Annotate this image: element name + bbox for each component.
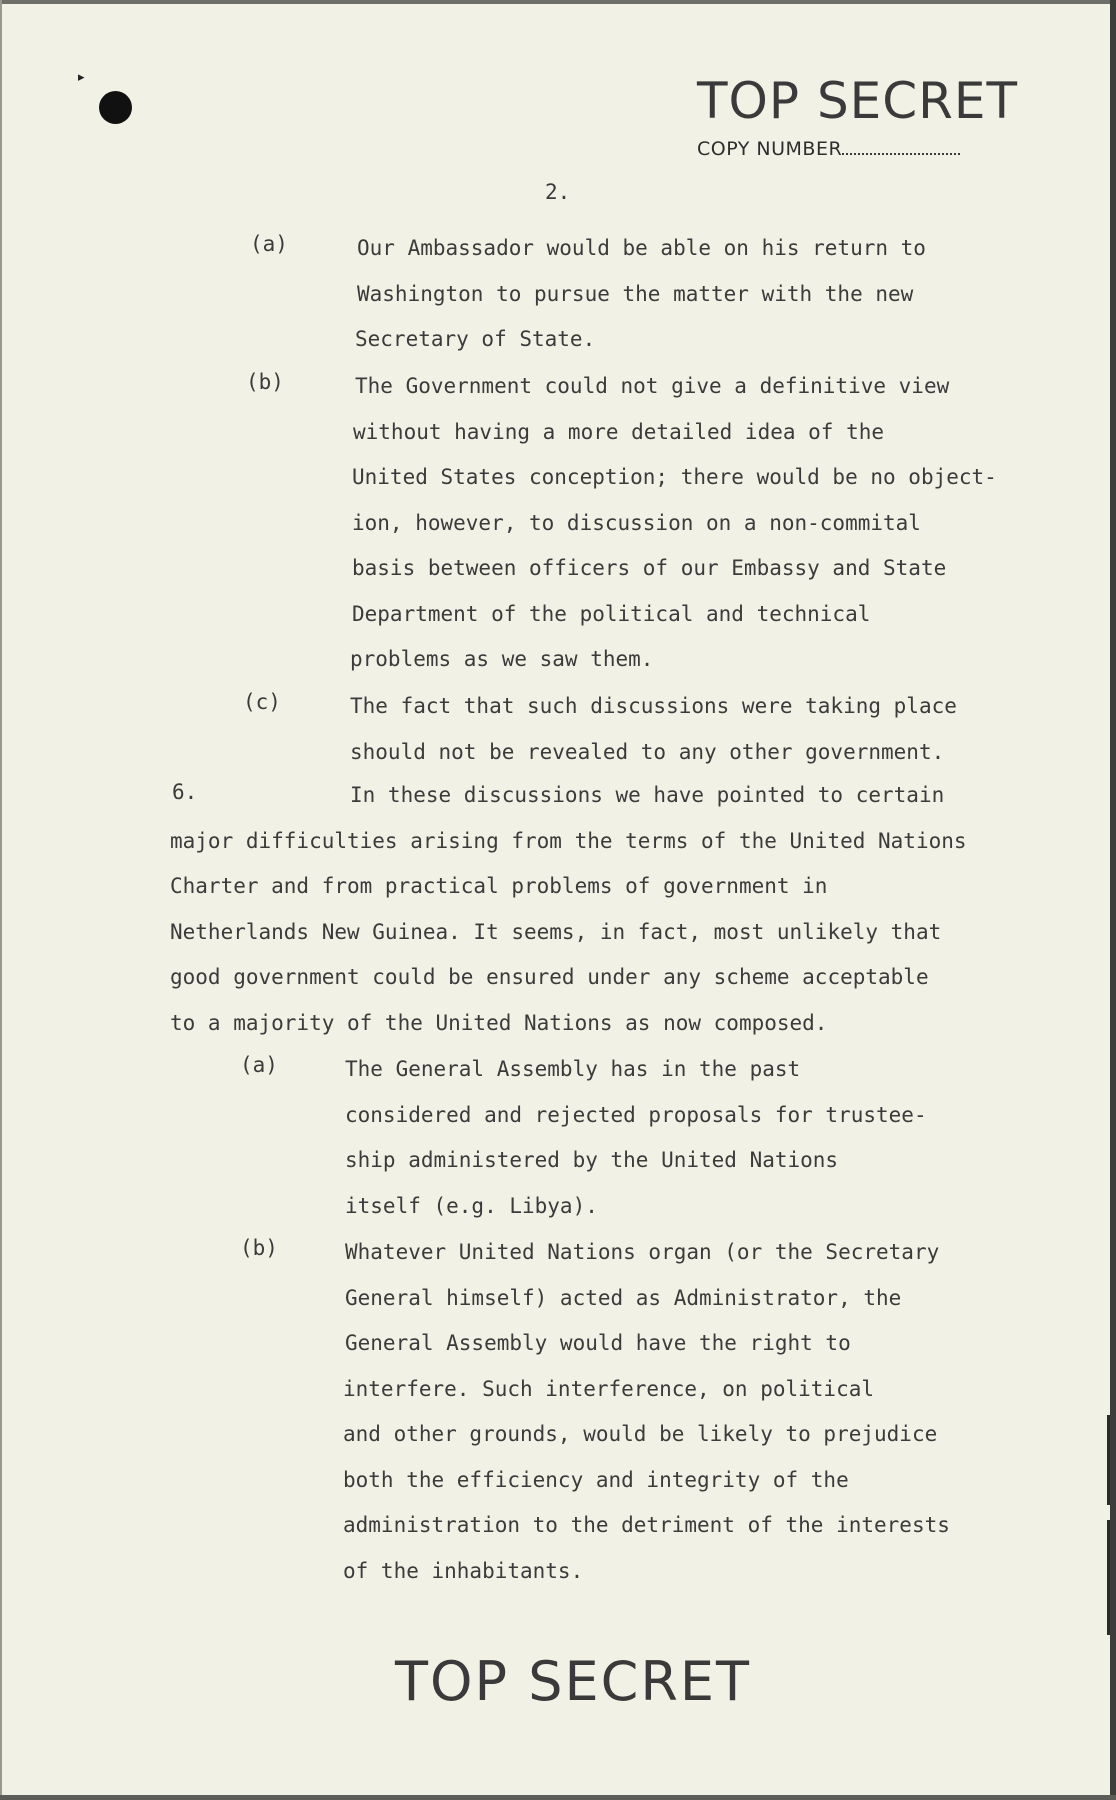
text-line: of the inhabitants. [343,1559,584,1583]
paragraph-number: 6. [172,780,198,804]
text-line: ion, however, to discussion on a non-commital [352,511,921,535]
classification-header: TOP SECRET [697,72,1019,130]
text-line: Our Ambassador would be able on his return to [357,236,926,260]
text-line: The fact that such discussions were taking place [350,694,957,718]
text-line: Secretary of State. [355,327,596,351]
item-label: (b) [240,1236,278,1260]
classification-footer: TOP SECRET [395,1650,751,1713]
text-line: ship administered by the United Nations [345,1148,839,1172]
text-line: The Government could not give a definitive view [355,374,950,398]
copy-number-label: COPY NUMBER [697,138,843,160]
text-line: problems as we saw them. [350,647,654,671]
text-line: United States conception; there would be no object- [352,465,997,489]
text-line: considered and rejected proposals for trustee- [345,1103,927,1127]
scan-edge-left [0,0,2,1800]
text-line: administration to the detriment of the interests [343,1513,950,1537]
text-line: and other grounds, would be likely to prejudice [343,1422,938,1446]
text-line: itself (e.g. Libya). [345,1194,598,1218]
text-line: Washington to pursue the matter with the new [357,282,914,306]
text-line: good government could be ensured under any scheme acceptable [170,965,929,989]
text-line: Whatever United Nations organ (or the Secretary [345,1240,940,1264]
text-line: General Assembly would have the right to [345,1331,851,1355]
scan-edge-mark [1107,1415,1110,1505]
text-line: Netherlands New Guinea. It seems, in fact, most unlikely that [170,920,942,944]
copy-number-field [697,138,960,160]
text-line: should not be revealed to any other government. [350,740,945,764]
scan-edge-right [1110,0,1116,1800]
text-line: Charter and from practical problems of government in [170,874,828,898]
text-line: interfere. Such interference, on political [343,1377,875,1401]
text-line: Department of the political and technical [352,602,871,626]
scan-edge-bottom [0,1795,1116,1800]
item-label: (a) [250,232,288,256]
text-line: to a majority of the United Nations as now composed. [170,1011,828,1035]
text-line: both the efficiency and integrity of the [343,1468,849,1492]
page-number: 2. [545,180,571,204]
text-line: basis between officers of our Embassy and State [352,556,947,580]
item-label: (a) [240,1053,278,1077]
text-line: major difficulties arising from the terms of the United Nations [170,829,967,853]
copy-number-blank [842,139,960,155]
scan-edge-mark [1107,1520,1110,1635]
item-label: (b) [246,370,284,394]
text-line: General himself) acted as Administrator, the [345,1286,902,1310]
text-line: In these discussions we have pointed to certain [350,783,945,807]
text-line: without having a more detailed idea of the [353,420,885,444]
item-label: (c) [243,690,281,714]
punch-hole-icon [99,91,132,124]
scan-edge-top [0,0,1116,4]
punch-mark-icon: ▸ [78,70,85,85]
text-line: The General Assembly has in the past [345,1057,801,1081]
